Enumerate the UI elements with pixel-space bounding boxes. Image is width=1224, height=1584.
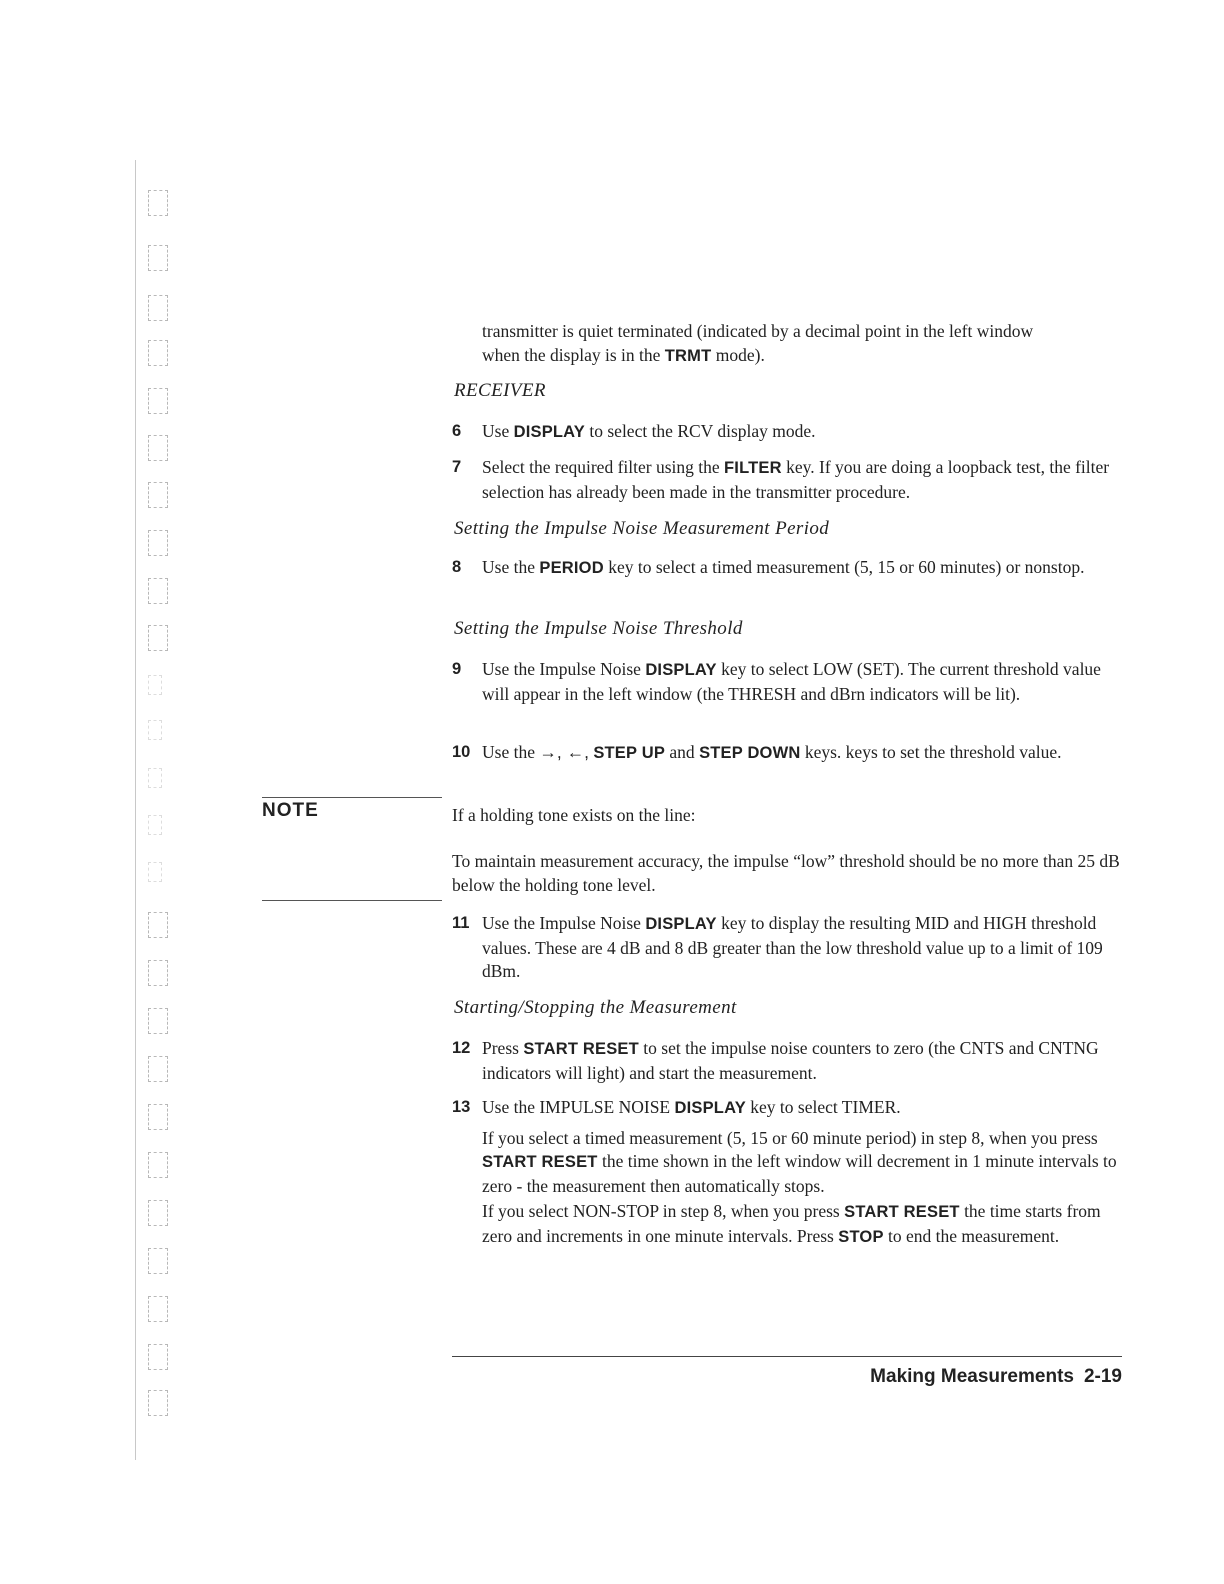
punch-hole xyxy=(148,912,168,938)
step-13 xyxy=(452,1096,1124,1249)
step-12 xyxy=(452,1037,1124,1085)
step-13-post: key to select TIMER. xyxy=(745,1097,901,1117)
step-13-para1-pre: If you select a timed measurement (5, 15 or 60 minute period) in step 8, when you press xyxy=(482,1127,1098,1148)
continuation-line2-post: mode). xyxy=(711,344,765,365)
footer-title: Making Measurements xyxy=(870,1366,1074,1387)
step-10-post: keys. keys to set the threshold value. xyxy=(800,742,1062,762)
punch-hole xyxy=(148,190,168,216)
punch-hole xyxy=(148,1296,168,1322)
display-key: DISPLAY xyxy=(513,423,585,441)
step-8-post: key to select a timed measurement (5, 15 or 60 minutes) or nonstop. xyxy=(603,557,1085,577)
punch-hole xyxy=(148,960,168,986)
punch-hole xyxy=(148,1008,168,1034)
note-label: NOTE xyxy=(262,800,319,821)
punch-hole xyxy=(148,578,168,604)
trmt-key: TRMT xyxy=(664,346,712,365)
period-key: PERIOD xyxy=(539,559,604,577)
display-key: DISPLAY xyxy=(674,1099,746,1117)
punch-hole xyxy=(148,675,162,695)
display-key: DISPLAY xyxy=(645,915,717,933)
punch-hole xyxy=(148,1344,168,1370)
step-8-number: 8 xyxy=(452,558,462,576)
step-8-pre: Use the xyxy=(482,557,540,577)
step-11-pre: Use the Impulse Noise xyxy=(482,913,646,933)
start-stop-heading: Starting/Stopping the Measurement xyxy=(454,997,737,1018)
punch-hole xyxy=(148,1056,168,1082)
step-9-number: 9 xyxy=(452,660,462,678)
binding-edge xyxy=(135,160,136,1460)
start-reset-key: START RESET xyxy=(844,1203,960,1221)
punch-hole xyxy=(148,1248,168,1274)
filter-key: FILTER xyxy=(724,459,782,477)
step-12-pre: Press xyxy=(482,1038,524,1058)
step-9-post: key to select LOW (SET). The current threshold value will appear in the left window (the THRESH and dBrn indicators will be lit). xyxy=(482,659,1101,704)
step-13-paragraph-1 xyxy=(482,1127,1124,1199)
step-11-number: 11 xyxy=(452,914,470,932)
note-line1: If a holding tone exists on the line: xyxy=(452,805,696,825)
step-9 xyxy=(452,658,1124,706)
step-down-key: STEP DOWN xyxy=(699,744,801,762)
punch-hole xyxy=(148,530,168,556)
step-11-post: key to display the resulting MID and HIGH threshold values. These are 4 dB and 8 dB greater than the low threshold value up to a limit of 109 dBm. xyxy=(482,913,1103,981)
continuation-paragraph xyxy=(482,320,1122,368)
step-13-paragraph-2 xyxy=(482,1200,1124,1249)
footer-rule xyxy=(452,1356,1122,1357)
step-7 xyxy=(452,456,1124,504)
step-6 xyxy=(452,420,1124,445)
step-13-para2-post: to end the measurement. xyxy=(883,1225,1060,1246)
punch-hole xyxy=(148,388,168,414)
punch-hole xyxy=(148,482,168,508)
step-13-number: 13 xyxy=(452,1098,471,1116)
note-bottom-rule xyxy=(262,900,442,901)
punch-hole xyxy=(148,1390,168,1416)
punch-hole xyxy=(148,1152,168,1178)
display-key: DISPLAY xyxy=(645,661,717,679)
punch-hole xyxy=(148,435,168,461)
step-9-pre: Use the Impulse Noise xyxy=(482,659,646,679)
step-7-number: 7 xyxy=(452,458,462,476)
note-top-rule xyxy=(262,797,442,798)
continuation-line1: transmitter is quiet terminated (indicated by a decimal point in the left window xyxy=(482,321,1034,341)
step-13-para2-mid: the time starts from zero and increments in one minute intervals. Press xyxy=(482,1201,1101,1246)
page-footer xyxy=(870,1366,1122,1388)
step-8 xyxy=(452,556,1124,581)
step-10-mid: and xyxy=(665,742,700,762)
step-11 xyxy=(452,912,1124,984)
note-line2: To maintain measurement accuracy, the impulse “low” threshold should be no more than 25 dB below the holding tone level. xyxy=(452,851,1120,895)
punch-hole xyxy=(148,295,168,321)
punch-hole xyxy=(148,720,162,740)
step-7-pre: Select the required filter using the xyxy=(482,457,725,477)
step-13-pre: Use the IMPULSE NOISE xyxy=(482,1097,675,1117)
punch-hole xyxy=(148,245,168,271)
punch-hole xyxy=(148,862,162,882)
step-6-post: to select the RCV display mode. xyxy=(585,421,816,441)
step-up-key: STEP UP xyxy=(593,744,666,762)
start-reset-key: START RESET xyxy=(523,1040,639,1058)
punch-hole xyxy=(148,1200,168,1226)
receiver-heading: RECEIVER xyxy=(454,380,546,401)
stop-key: STOP xyxy=(838,1227,884,1246)
step-12-post: to set the impulse noise counters to zero (the CNTS and CNTNG indicators will light) and start the measurement. xyxy=(482,1038,1099,1083)
punch-hole xyxy=(148,815,162,835)
punch-hole xyxy=(148,768,162,788)
step-10-number: 10 xyxy=(452,743,471,761)
punch-hole xyxy=(148,625,168,651)
step-10 xyxy=(452,741,1124,766)
continuation-line2-pre: when the display is in the xyxy=(482,344,665,365)
step-12-number: 12 xyxy=(452,1039,471,1057)
threshold-heading: Setting the Impulse Noise Threshold xyxy=(454,618,743,639)
arrow-keys: →, ←, xyxy=(539,742,589,762)
step-13-para2-pre: If you select NON-STOP in step 8, when you press xyxy=(482,1201,845,1221)
page-number: 2-19 xyxy=(1083,1366,1122,1387)
start-reset-key: START RESET xyxy=(482,1153,598,1171)
period-heading: Setting the Impulse Noise Measurement Period xyxy=(454,518,830,539)
punch-hole xyxy=(148,1104,168,1130)
step-7-post: key. If you are doing a loopback test, the filter selection has already been made in the transmitter procedure. xyxy=(482,457,1110,502)
step-6-pre: Use xyxy=(482,421,514,441)
step-10-pre: Use the xyxy=(482,742,540,762)
step-13-para1-post: the time shown in the left window will decrement in 1 minute intervals to zero - the measurement then automatically stops. xyxy=(482,1151,1117,1196)
step-6-number: 6 xyxy=(452,422,462,440)
punch-hole xyxy=(148,340,168,366)
